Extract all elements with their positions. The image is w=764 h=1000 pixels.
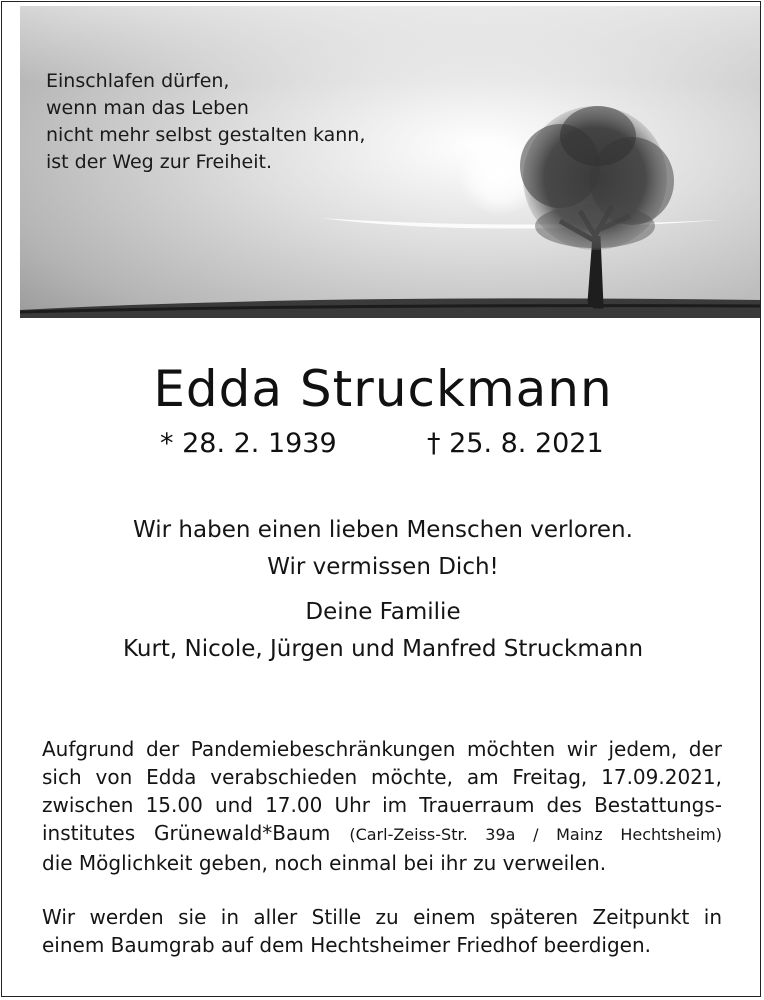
- poem-line: nicht mehr selbst gestalten kann,: [46, 124, 366, 146]
- family-names: Kurt, Nicole, Jürgen und Manfred Struckmann: [122, 636, 644, 662]
- header-landscape-image: [20, 6, 761, 318]
- notice-line: [42, 819, 722, 849]
- poem-line: Einschlafen dürfen,: [46, 70, 230, 92]
- poem-line: ist der Weg zur Freiheit.: [46, 151, 273, 173]
- death-date: † 25. 8. 2021: [427, 428, 604, 459]
- notice-line-main: institutes Grünewald*Baum: [42, 821, 331, 845]
- notice-paragraph-1: [42, 735, 722, 877]
- notice-line: die Möglichkeit geben, noch einmal bei ihr zu verweilen.: [42, 851, 607, 875]
- message-line-2: Wir vermissen Dich!: [267, 554, 499, 580]
- notice-line: zwischen 15.00 und 17.00 Uhr im Trauerraum des Bestattungs-: [42, 793, 722, 817]
- notice-line: sich von Edda verabschieden möchte, am Freitag, 17.09.2021,: [42, 765, 722, 789]
- notice-line: Wir werden sie in aller Stille zu einem späteren Zeitpunkt in: [42, 905, 722, 929]
- address-note: (Carl-Zeiss-Str. 39a / Mainz Hechtsheim): [349, 825, 723, 844]
- notice-line: Aufgrund der Pandemiebeschränkungen möchten wir jedem, der: [42, 737, 722, 761]
- notice-paragraph-2: [42, 903, 722, 959]
- poem-line: wenn man das Leben: [46, 97, 249, 119]
- obituary-notice: [1, 1, 761, 997]
- family-signature: Deine Familie: [305, 599, 461, 625]
- deceased-name: Edda Struckmann: [153, 360, 613, 418]
- poem: [46, 68, 365, 176]
- message-line-1: Wir haben einen lieben Menschen verloren.: [133, 517, 633, 543]
- notice-line: einem Baumgrab auf dem Hechtsheimer Friedhof beerdigen.: [42, 933, 651, 957]
- birth-date: * 28. 2. 1939: [160, 428, 337, 459]
